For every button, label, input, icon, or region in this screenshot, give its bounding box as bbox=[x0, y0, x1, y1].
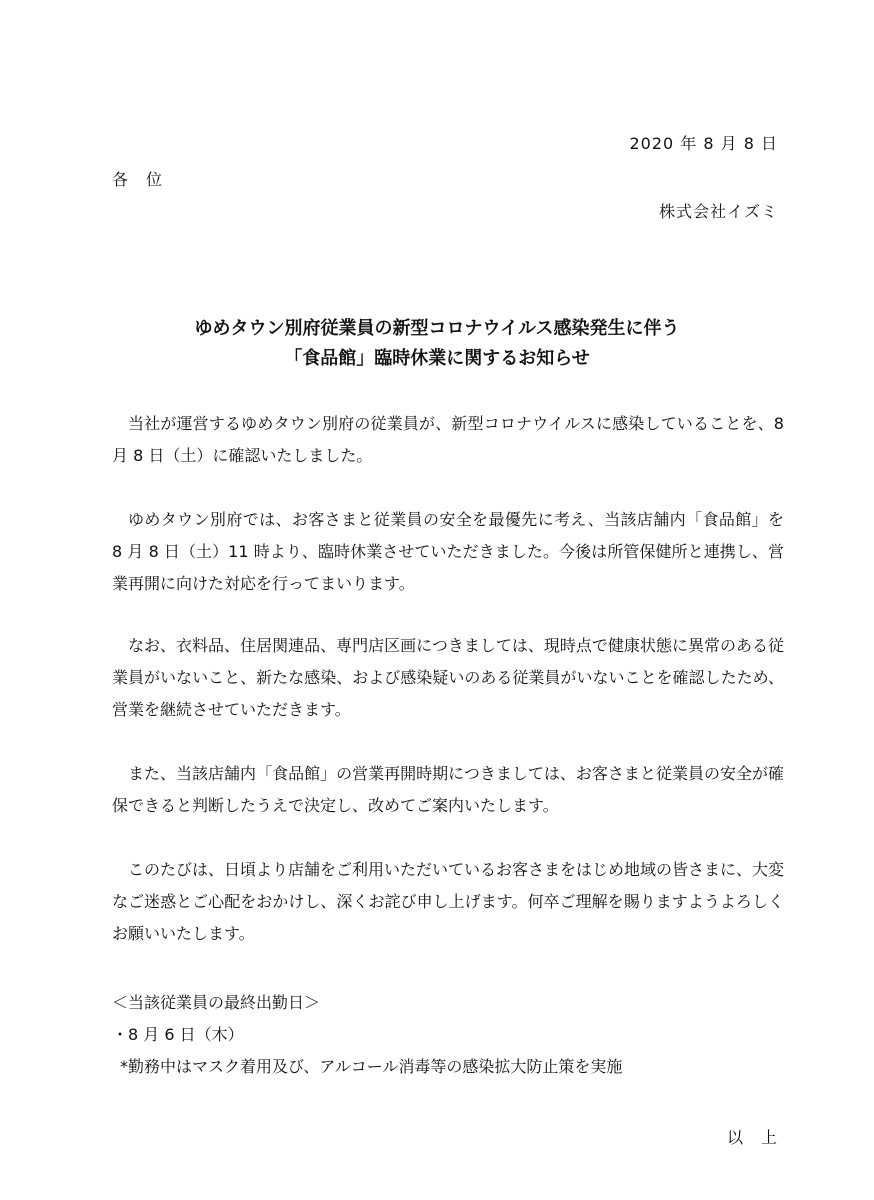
last-workday-heading: ＜当該従業員の最終出勤日＞ bbox=[112, 993, 321, 1012]
paragraph-apology: このたびは、日頃より店舗をご利用いただいているお客さまをはじめ地域の皆さまに、大変なご迷惑とご心配をおかけし、深くお詫び申し上げます。何卒ご理解を賜りますようよろしくお願いいたします。 bbox=[112, 860, 785, 943]
paragraph-confirmation: 当社が運営するゆめタウン別府の従業員が、新型コロナウイルスに感染していることを、8 月 8 日（土）に確認いたしました。 bbox=[112, 414, 784, 465]
paragraph-continued-operation: なお、衣料品、住居関連品、専門店区画につきましては、現時点で健康状態に異常のある従業員がいないこと、新たな感染、および感染疑いのある従業員がいないことを確認したため、営業を継続させていただきます。 bbox=[112, 636, 784, 719]
title-line-1: ゆめタウン別府従業員の新型コロナウイルス感染発生に伴う bbox=[194, 318, 680, 339]
addressee: 各 位 bbox=[112, 170, 164, 189]
title-line-2: 「食品館」臨時休業に関するお知らせ bbox=[284, 348, 590, 369]
closing-mark: 以 上 bbox=[726, 1128, 778, 1147]
last-workday-note: *勤務中はマスク着用及び、アルコール消毒等の感染拡大防止策を実施 bbox=[120, 1057, 623, 1076]
last-workday-date: ・8 月 6 日（木） bbox=[112, 1025, 244, 1044]
paragraph-reopening: また、当該店舗内「食品館」の営業再開時期につきましては、お客さまと従業員の安全が確保できると判断したうえで決定し、改めてご案内いたします。 bbox=[112, 764, 784, 815]
document-date: 2020 年 8 月 8 日 bbox=[629, 134, 778, 153]
paragraph-temporary-closure: ゆめタウン別府では、お客さまと従業員の安全を最優先に考え、当該店舗内「食品館」を 8 月 8 日（土）11 時より、臨時休業させていただきました。今後は所管保健所と連携し、営業再開に向けた対応を行ってまいります。 bbox=[112, 510, 784, 593]
company-name: 株式会社イズミ bbox=[659, 202, 778, 221]
